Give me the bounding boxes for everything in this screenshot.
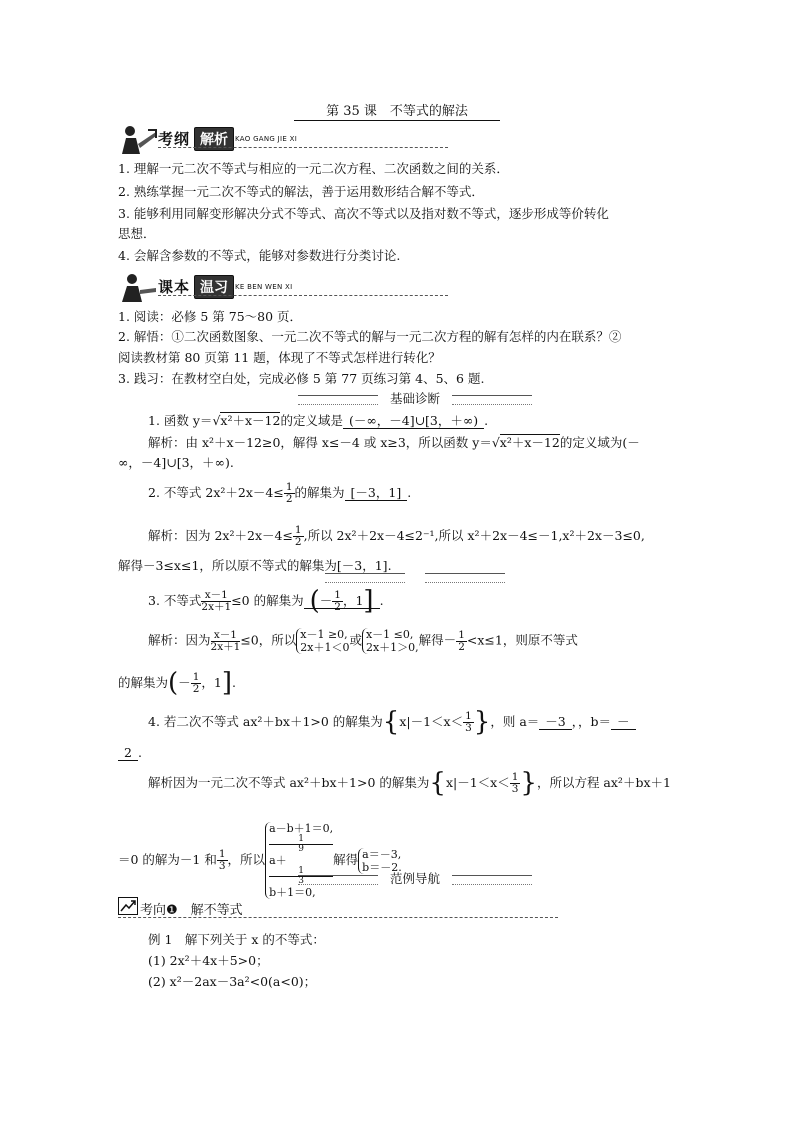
solution-2-cont: 解得－3≤x≤1，所以原不等式的解集为[－3，1]. [118,558,392,573]
answer-blank-b-cont: 2 [118,745,138,761]
banner-pinyin: KE BEN WEN XI [235,283,293,291]
keben-item: 2. 解悟：①二次函数图象、一元二次不等式的解与一元二次方程的解有怎样的内在联系？② [118,329,622,344]
example-part: (2) x²－2ax－3a²<0(a<0)； [148,974,317,989]
solution-3: 解析：因为 $\frac{x-1}{2x+1}$ ≤0，所以 x－1 ≥0, 2x＋1＜0 或 x－1 ≤0, 2x＋1＞0, 解得－ $\frac{1}{2}$ <x≤1，则原不等式 [148,628,578,654]
solution-2: 解析：因为 2x²＋2x－4≤ $\frac{1}{2}$ ,所以 2x²＋2x－4≤2⁻¹,所以 x²＋2x－4≤－1,x²＋2x－3≤0, [148,524,645,548]
banner-title: 课本 [158,278,191,296]
student-reading-icon [118,124,158,154]
direction-title: 考向❶ 解不等式 [140,903,243,918]
kaogang-banner [118,124,558,154]
example-part: (1) 2x²＋4x＋5>0； [148,953,269,968]
example-title: 例 1 解下列关于 x 的不等式： [148,932,325,947]
kaogang-item: 思想． [118,226,156,241]
banner-tag: 温习 [194,275,234,299]
answer-blank: (－∞，－4]∪[3，＋∞) [343,413,484,429]
banner-pinyin: KAO GANG JIE XI [235,135,298,143]
keben-banner [118,272,558,302]
section-heading: 基础诊断 [389,391,440,406]
answer-blank-b: － [611,714,636,730]
banner-title: 考纲 [158,130,191,148]
keben-item: 3. 践习：在教材空白处，完成必修 5 第 77 页练习第 4、5、6 题. [118,371,485,386]
page-title: 第 35 课 不等式的解法 [0,100,794,121]
answer-blank: (－ $\frac{1}{2}$ ，1] [304,593,380,609]
solution-4-cont: ＝0 的解为－1 和 $\frac{1}{3}$ ，所以 a－b＋1＝0, 1 9 a＋ 1 3 b＋1＝0, 解得 a＝－3, b＝－2. [118,822,402,899]
banner-tag: 解析 [194,127,234,151]
solution-1: 解析：由 x²＋x－12≥0，解得 x≤－4 或 x≥3，所以函数 y＝√x²＋x－12的定义域为(－ [148,435,640,450]
solution-1-cont: ∞，－4]∪[3，＋∞). [118,455,234,470]
keben-item: 1. 阅读：必修 5 第 75～80 页． [118,309,303,324]
solution-4: 解析因为一元二次不等式 ax²＋bx＋1>0 的解集为{x|－1＜x＜ $\frac{1}{3}$ }，所以方程 ax²＋bx＋1 [148,768,671,798]
answer-blank-a: －3 [539,714,571,730]
kaogang-item: 3. 能够利用同解变形解决分式不等式、高次不等式以及指对数不等式，逐步形成等价转化 [118,206,609,221]
question-2: 2. 不等式 2x²＋2x－4≤ $\frac{1}{2}$ 的解集为 [－3，1] . [148,481,412,505]
kaogang-item: 2. 熟练掌握一元二次不等式的解法，善于运用数形结合解不等式． [118,184,484,199]
answer-blank: [－3，1] [345,485,408,501]
ornament-divider [285,569,545,585]
question-4-cont: 2 . [118,743,678,762]
keben-item: 阅读教材第 80 页第 11 题，体现了不等式怎样进行转化？ [118,350,441,365]
section-divider-fanli [285,869,545,885]
solution-3-cont: 的解集为(－ $\frac{1}{2}$ ，1]. [118,668,236,698]
kaogang-item: 1. 理解一元二次不等式与相应的一元二次方程、二次函数之间的关系． [118,161,509,176]
direction-label [118,897,318,919]
question-3: 3. 不等式 $\frac{x-1}{2x+1}$ ≤0 的解集为 (－ $\frac{1}{2}$ ，1] . [148,586,384,616]
question-4: 4. 若二次不等式 ax²＋bx＋1>0 的解集为{x|－1＜x＜ $\frac{1}{3}$ }，则 a＝ －3 ，，b＝ － [148,711,708,734]
kaogang-item: 4. 会解含参数的不等式，能够对参数进行分类讨论. [118,248,401,263]
section-divider-jichu [285,389,545,405]
student-writing-icon [118,272,158,302]
question-1: 1. 函数 y＝√x²＋x－12的定义域是 (－∞，－4]∪[3，＋∞) . [148,413,489,428]
trend-arrow-icon [118,897,138,915]
section-heading: 范例导航 [389,871,440,886]
